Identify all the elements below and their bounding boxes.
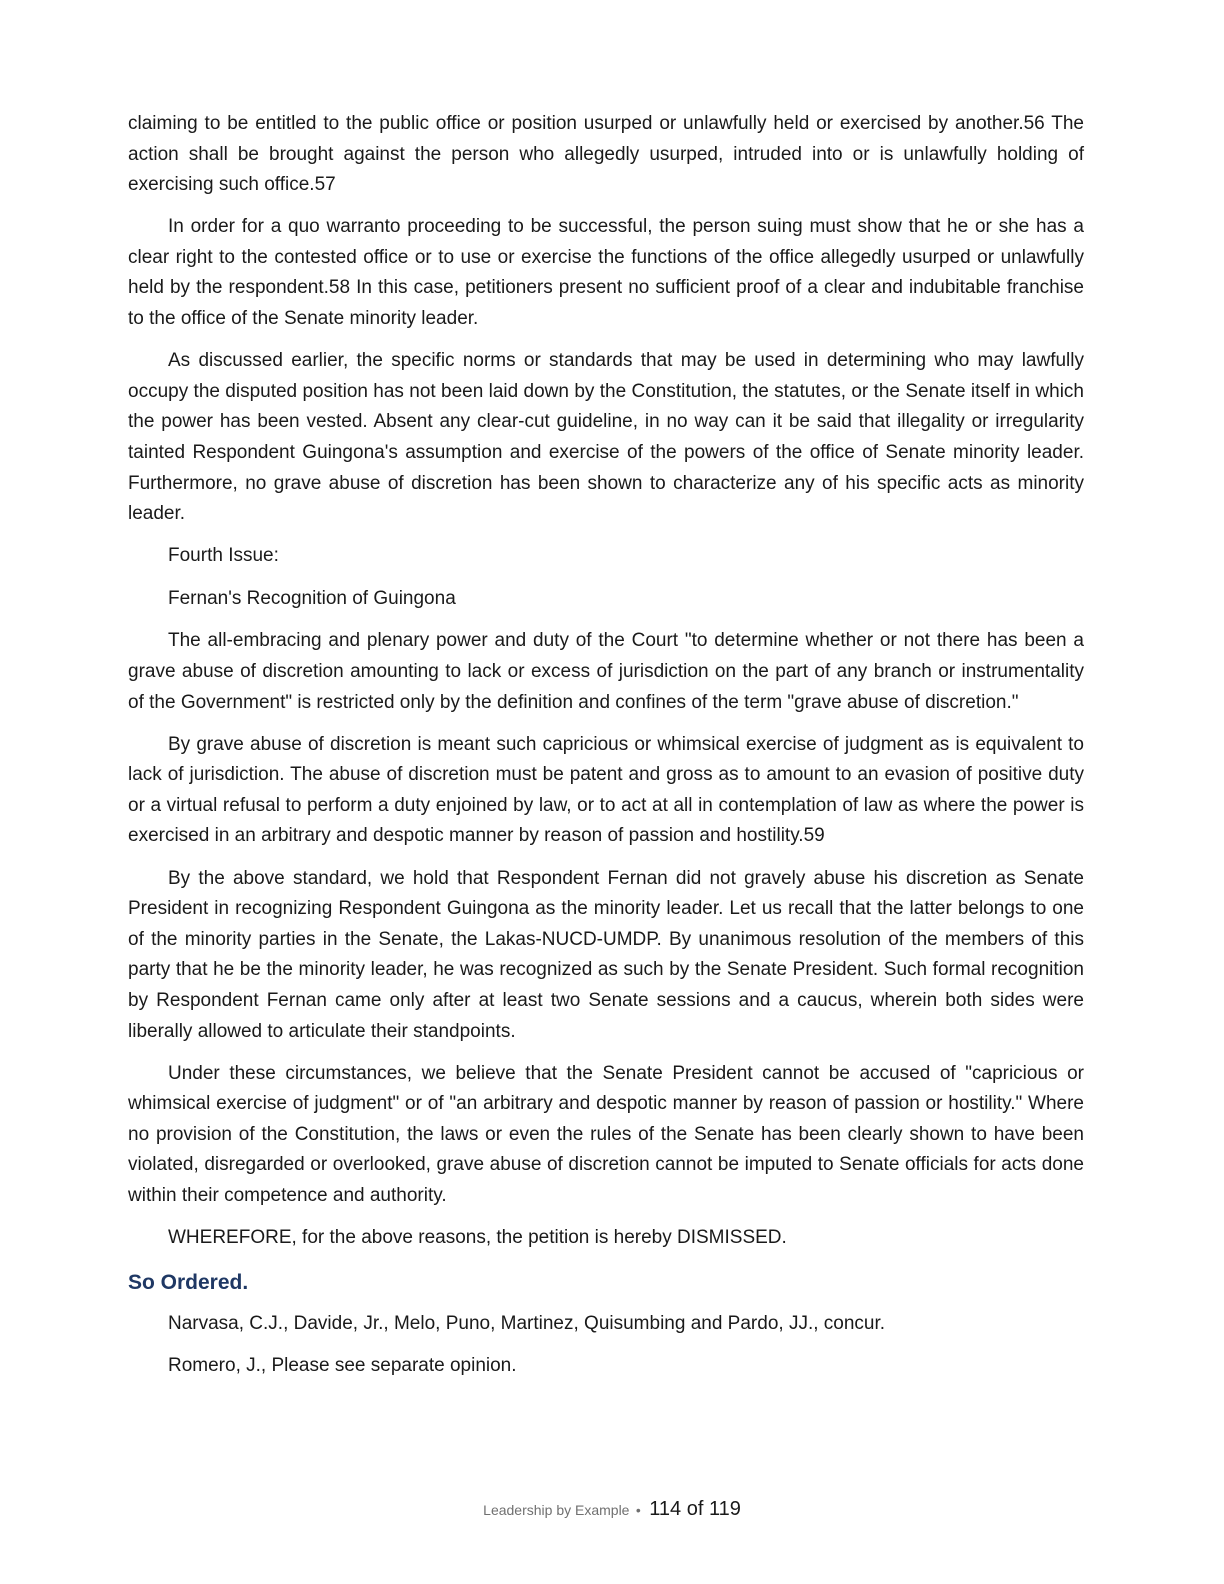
body-paragraph: claiming to be entitled to the public office or position usurped or unlawfully held or exercised by another.56 The action shall be brought against the person who allegedly usurped, intruded into or is unlawfully holding of exercising such office.57 [128,113,1084,196]
concurrence-line: Narvasa, C.J., Davide, Jr., Melo, Puno, Martinez, Quisumbing and Pardo, JJ., concur. [168,1312,886,1334]
footer-bullet: • [635,1502,641,1518]
separate-opinion-line: Romero, J., Please see separate opinion. [168,1355,517,1377]
dispositive-paragraph: WHEREFORE, for the above reasons, the petition is hereby DISMISSED. [168,1227,787,1249]
document-page [128,109,1084,1394]
page-footer [0,1498,1224,1521]
body-paragraph: By grave abuse of discretion is meant such capricious or whimsical exercise of judgment as is equivalent to lack of jurisdiction. The abuse of discretion must be patent and gross as to amount to an evasion of positive duty or a virtual refusal to perform a duty enjoined by law, or to act at all in contemplation of law as where the power is exercised in an arbitrary and despotic manner by reason of passion and hostility.59 [128,733,1084,847]
body-paragraph: As discussed earlier, the specific norms or standards that may be used in determining who may lawfully occupy the disputed position has not been laid down by the Constitution, the statutes, or the Senate itself in which the power has been vested. Absent any clear-cut guideline, in no way can it be said that illegality or irregularity tainted Respondent Guingona's assumption and exercise of the powers of the office of Senate minority leader. Furthermore, no grave abuse of discretion has been shown to characterize any of his specific acts as minority leader. [128,350,1084,525]
page-number: 114 of 119 [649,1498,741,1520]
body-paragraph: The all-embracing and plenary power and duty of the Court "to determine whether or not there has been a grave abuse of discretion amounting to lack or excess of jurisdiction on the part of any branch or instrumentality of the Government" is restricted only by the definition and confines of the term "grave abuse of discretion." [128,630,1084,713]
body-paragraph: By the above standard, we hold that Respondent Fernan did not gravely abuse his discretion as Senate President in recognizing Respondent Guingona as the minority leader. Let us recall that the latter belongs to one of the minority parties in the Senate, the Lakas-NUCD-UMDP. By unanimous resolution of the members of this party that he be the minority leader, he was recognized as such by the Senate President. Such formal recognition by Respondent Fernan came only after at least two Senate sessions and a caucus, wherein both sides were liberally allowed to articulate their standpoints. [128,867,1084,1042]
footer-document-title: Leadership by Example [483,1502,630,1518]
body-paragraph: Under these circumstances, we believe that the Senate President cannot be accused of "capricious or whimsical exercise of judgment" or of "an arbitrary and despotic manner by reason of passion or hostility." Where no provision of the Constitution, the laws or even the rules of the Senate has been clearly shown to have been violated, disregarded or overlooked, grave abuse of discretion cannot be imputed to Senate officials for acts done within their competence and authority. [128,1062,1084,1206]
issue-subheading: Fernan's Recognition of Guingona [168,587,456,609]
body-paragraph: In order for a quo warranto proceeding to be successful, the person suing must show that he or she has a clear right to the contested office or to use or exercise the functions of the office allegedly usurped or unlawfully held by the respondent.58 In this case, petitioners present no sufficient proof of a clear and indubitable franchise to the office of the Senate minority leader. [128,216,1084,330]
issue-heading: Fourth Issue: [168,545,279,567]
section-title: So Ordered. [128,1270,249,1294]
